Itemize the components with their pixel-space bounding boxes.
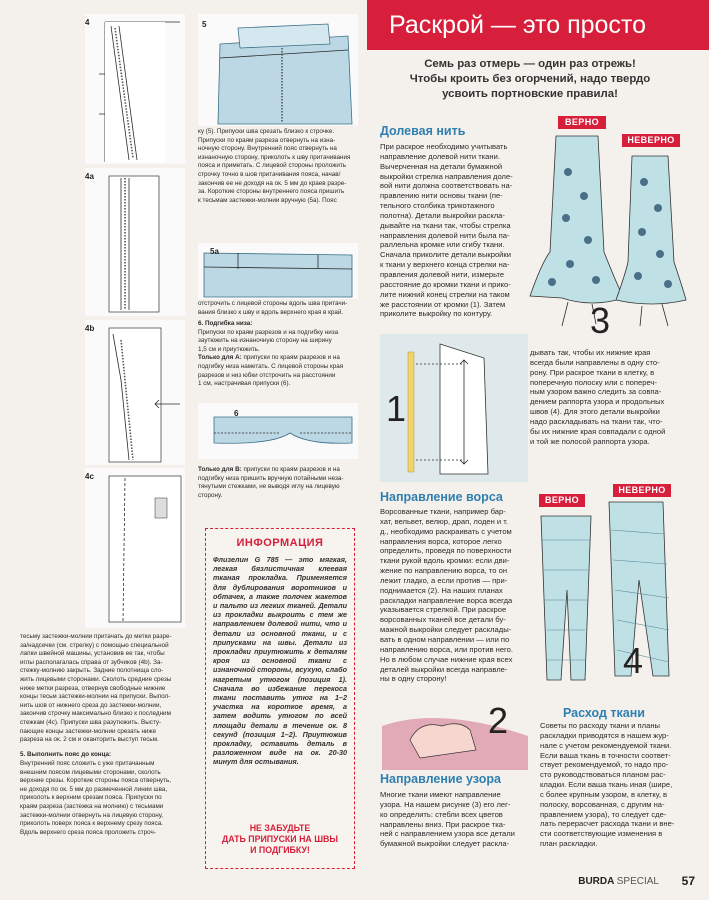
- left-belt-title: 5. Выполнить пояс до конца:: [20, 751, 112, 758]
- nap-title: Направление ворса: [380, 490, 503, 504]
- figure-4-right-number: 4: [623, 640, 644, 681]
- figure-3-skirts: [512, 112, 687, 344]
- info-title: ИНФОРМАЦИЯ: [236, 537, 324, 549]
- tag-correct: ВЕРНО: [558, 116, 606, 129]
- figure-5a: [198, 243, 358, 299]
- figure-4-drawing: [85, 14, 185, 164]
- figure-5-drawing: [198, 14, 358, 126]
- figure-2-nap: [380, 696, 528, 770]
- figure-4a-drawing: [85, 168, 185, 316]
- info-footer: НЕ ЗАБУДЬТЕ ДАТЬ ПРИПУСКИ НА ШВЫ И ПОДГИБКУ!: [221, 823, 339, 855]
- figure-5-number: 5: [202, 20, 207, 29]
- tag-wrong: НЕВЕРНО: [622, 134, 680, 147]
- usage-text: Советы по расходу ткани и планы раскладки приводятся в нашем жур- нале с учетом рекомендуемой ткани. Если ваша ткань в точности соответ- ствует рекомендуемой, то надо про- сто руководствоваться планом рас- кладки. Если ваша ткань иная (шире, с более крупным узором, в клетку, в полоску, ворсованная, с другим на- правлением узора), то следует сде- лать перерасчет расхода ткани и вне- сти соответствующие изменения в план раскладки.: [540, 721, 675, 849]
- left-text-zipper: тесьму застежки-молнии притачать до метки разре- за/надсечки (см. стрелку) с помощью специальной лапки швейной машины, установив ее так, чтобы иглы располагалась справа от зубчиков (4b). За- стежку-молнию закрыть. Задние полотнища сло- жить лицевыми сторонами. Сколоть средние срезы ниже метки разреза, отвернув свободные нижние концы тесьм застежки-молнии на припуски. Выпол- нить шов от нижнего среза до застежки-молнии, закончив строчку максимально близко к последним стежкам (4c). Припуски шва разутюжить. Высту- пающие концы застежки-молнии срезать ниже разреза на ок. 2 см и оканторить выступ тесьм.: [20, 633, 172, 744]
- tag-wrong-2: НЕВЕРНО: [613, 484, 671, 497]
- left-belt-text: Внутренний пояс сложить с уже притачанным внешним поясом лицевыми сторонами, сколоть верхние срезы. Короткие стороны пояса отвернуть, не доходя по ок. 5 мм до размеченной линии шва, приколоть к верхним срезам пояса. Припуски по краям разреза (застежка на молнию) с тесьмами застежки-молнии отвернуть на лицевую сторону, приколоть поверх пояса к верхнему срезу пояса. Вдоль верхнего среза пояса проложить строч-: [20, 760, 171, 836]
- lead-text: Семь раз отмерь — один раз отрежь! Чтобы кроить без огорчений, надо твердо усвоить портновские правила!: [409, 58, 651, 100]
- brand-name: BURDA: [578, 876, 614, 887]
- left-text-hem-b: Только для В: припуски по краям разрезов и на подгибку низа пришить вручную потайными неза- тянутыми стежками, не выводя иглу на лицевую сторону.: [198, 466, 344, 499]
- footer-brand: [578, 876, 659, 887]
- pattern-text: Многие ткани имеют направление узора. На нашем рисунке (3) его лег- ко определить: стебли всех цветов направлены вниз. При раскрое тка- ней с направлением узора все детали бумажной выкройки следует раскла-: [380, 790, 515, 849]
- figure-4a: [85, 168, 185, 316]
- figure-4c: [85, 468, 185, 628]
- left-text-hem-body: 6. Подгибка низа: Припуски по краям разрезов и на подгибку низа заутюжить на изнаночную сторону на ширину 1,5 см и приутюжить. Только для А: припуски по краям разрезов и на подгибку низа наметать. С лицевой стороны края разрезов и низ юбки отстрочить на расстоянии 1 см, настрачивая припуски (6).: [198, 320, 344, 388]
- tag-correct-2: ВЕРНО: [539, 494, 585, 507]
- figure-4a-number: 4a: [85, 172, 94, 181]
- figure-6: [198, 403, 358, 459]
- left-text-belt-continued: ку (5). Припуски шва срезать близко к строчке. Припуски по краям разреза отвернуть на изна- ночную сторону. Внутренний пояс отвернуть на изнаночную сторону, приколоть к шву притачивания пояса и приметать. С лицевой стороны проложить строчку точно в шов притачивания пояса, начав/ закончив ее не доходя на ок. 5 мм до краев разре- за. Короткие стороны внутреннего пояса пришить к тесьмам застежки-молнии вручную (5а). Пояс: [198, 128, 351, 204]
- trousers-drawing: [527, 480, 687, 705]
- nap-text: Ворсованные ткани, например бар- хат, вельвет, велюр, драп, лоден и т. д., необходимо раскраивать с учетом направления ворса, которое легко определить, проведя по поверхности ткани рукой вдоль кромки: если дви- жение по направлению ворса, то он лежит гладко, а если против — при- поднимается (2). На наших планах раскладки направление ворса всегда указывается стрелкой. При раскрое ворсованных тканей все детали бу- мажной выкройки следует расклады- вать в одном направлении — или по направлению ворса, или против него. Но в любом случае нижние края всех деталей выкройки всегда направле- ны в одну сторону!: [380, 507, 513, 684]
- figure-4b-number: 4b: [85, 324, 95, 333]
- figure-1-grain: [380, 334, 528, 482]
- pattern-title: Направление узора: [380, 772, 501, 786]
- figure-4: [85, 14, 185, 164]
- usage-title: Расход ткани: [563, 706, 645, 720]
- figure-4c-drawing: [85, 468, 185, 628]
- info-body: Флизелин G 785 — это мягкая, легкая бязлистичная клеевая тканая прокладка. Применяется для дублирования воротников и обтачек, а также полочек жакетов и пальто из легких тканей. Детали из прокладки выкроить с тем же направлением долевой нити, что и детали из основной ткани, и с припусками на швы. Детали из прокладки приутюжить к деталям кроя из основной ткани с изнаночной стороны, всухую, слабо нагретым утюгом (позиция 1). Сначала во избежание перекоса ткани поставить утюг на 1–2 участка на короткое время, а затем водить утюгом по всей площади детали в течение ок. 8 секунд (позиция 1–2). Приутюжив прокладку, оставить деталь в разложенном виде на ок. 20-30 минут для остывания.: [213, 555, 347, 767]
- grain-title: Долевая нить: [380, 124, 466, 138]
- figure-3-number: 3: [590, 300, 611, 341]
- left-text-belt-topstitch: отстрочить с лицевой стороны вдоль шва притачи- вания близко к шву и вдоль верхнего края в край.: [198, 300, 348, 316]
- figure-4c-number: 4c: [85, 472, 94, 481]
- figure-2-number: 2: [488, 700, 509, 741]
- figure-5a-number: 5a: [210, 247, 219, 256]
- figure-5a-drawing: [198, 243, 358, 299]
- brand-special: SPECIAL: [616, 876, 659, 887]
- grain-text: При раскрое необходимо учитывать направление долевой нити ткани. Вычерченная на детали бумажной выкройки стрелка направления доле- вой нити должна соответствовать на- правлению нити основы ткани (пе- тельного столбика трикотажного полотна). Детали выкройки раскла- дывайте на ткани так, чтобы стрелка направления долевой нити была па- раллельна кромке или сгибу ткани. Сначала приколите детали выкройки к ткани у верхнего конца стрелки на- правления долевой нити, измерьте расстояние до кромки ткани и прико- лите нижний конец стрелки на таком же расстоянии от кромки (1). Затем приколите выкройку по контуру.: [380, 142, 513, 319]
- figure-4b: [85, 320, 185, 465]
- figure-6-drawing: [198, 403, 358, 459]
- figure-6-number: 6: [234, 409, 239, 418]
- page-number: 57: [681, 874, 695, 888]
- figure-4b-drawing: [85, 320, 185, 465]
- info-box: [205, 528, 355, 869]
- page-banner: Раскрой — это просто: [367, 0, 709, 50]
- figure-4-number: 4: [85, 18, 90, 27]
- pattern-text-continued: дывать так, чтобы их нижние края всегда были направлены в одну сто- рону. При раскрое ткани в клетку, в поперечную полоску или с попереч- ным узором важно следить за совпа- дением раппорта узора и продольных швов (4). Для этого детали выкройки надо раскладывать на ткани так, что- бы их нижние края совпадали с одной и той же полосой раппорта узора.: [530, 348, 666, 446]
- figure-1-number: 1: [386, 388, 407, 429]
- figure-5: [198, 14, 358, 126]
- figure-4-trousers: [527, 480, 687, 705]
